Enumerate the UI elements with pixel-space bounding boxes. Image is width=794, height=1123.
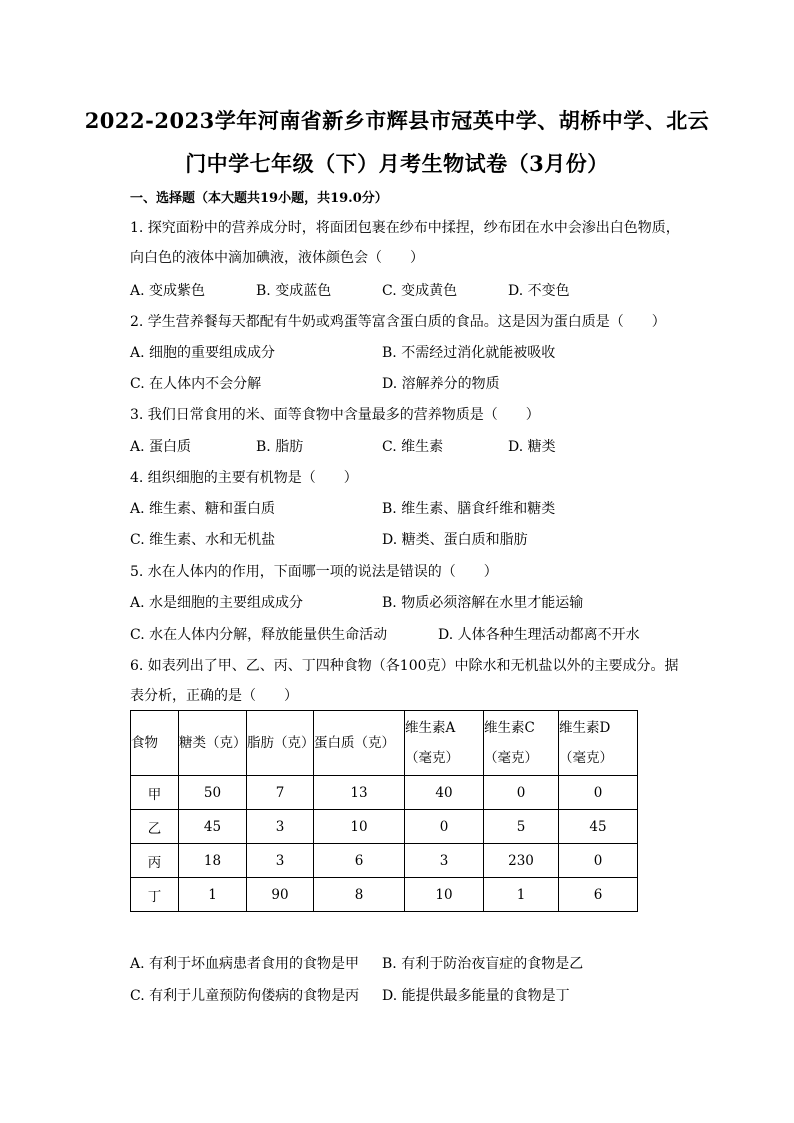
table-row [131,810,638,844]
q2-option-c: C. 在人体内不会分解 [130,376,262,392]
table-cell: 甲 [131,776,179,810]
q1-option-c: C. 变成黄色 [382,283,458,299]
header-cell: 维生素C （毫克） [484,711,559,776]
q4-option-c: C. 维生素、水和无机盐 [130,532,276,548]
q6-option-b: B. 有利于防治夜盲症的食物是乙 [382,956,584,972]
table-cell: 45 [559,810,638,844]
table-cell: 丁 [131,878,179,912]
table-cell: 230 [484,844,559,878]
question-6-stem: 6. 如表列出了甲、乙、丙、丁四种食物（各100克）中除水和无机盐以外的主要成分。据 [130,658,679,674]
q1-option-b: B. 变成蓝色 [256,283,332,299]
q5-option-d: D. 人体各种生理活动都离不开水 [438,627,640,643]
table-cell: 5 [484,810,559,844]
table-cell: 3 [247,810,314,844]
question-1-stem: 1. 探究面粉中的营养成分时，将面团包裹在纱布中揉捏，纱布团在水中会渗出白色物质， [130,220,680,236]
q6-option-d: D. 能提供最多能量的食物是丁 [382,988,570,1004]
q2-option-a: A. 细胞的重要组成成分 [130,345,276,361]
table-cell: 丙 [131,844,179,878]
question-2-stem: 2. 学生营养餐每天都配有牛奶或鸡蛋等富含蛋白质的食品。这是因为蛋白质是（ ） [130,314,666,330]
table-row [131,844,638,878]
question-1-stem-cont: 向白色的液体中滴加碘液，液体颜色会（ ） [130,250,424,266]
q3-option-c: C. 维生素 [382,439,444,455]
q2-option-d: D. 溶解养分的物质 [382,376,500,392]
q5-option-c: C. 水在人体内分解，释放能量供生命活动 [130,627,388,643]
q3-option-b: B. 脂肪 [256,439,304,455]
table-cell: 0 [405,810,484,844]
table-row [131,878,638,912]
q6-option-a: A. 有利于坏血病患者食用的食物是甲 [130,956,360,972]
section-heading: 一、选择题（本大题共19小题，共19.0分） [130,191,388,206]
table-cell: 10 [405,878,484,912]
table-cell: 13 [314,776,405,810]
q4-option-d: D. 糖类、蛋白质和脂肪 [382,532,528,548]
table-cell: 乙 [131,810,179,844]
exam-title-line2: 门中学七年级（下）月考生物试卷（3月份） [185,151,609,176]
q1-option-d: D. 不变色 [508,283,570,299]
q5-option-b: B. 物质必须溶解在水里才能运输 [382,595,584,611]
question-4-stem: 4. 组织细胞的主要有机物是（ ） [130,470,358,486]
q4-option-b: B. 维生素、膳食纤维和糖类 [382,501,556,517]
table-cell: 7 [247,776,314,810]
header-cell: 蛋白质（克） [314,711,405,776]
header-cell: 糖类（克） [179,711,247,776]
table-cell: 40 [405,776,484,810]
table-cell: 0 [559,844,638,878]
q4-option-a: A. 维生素、糖和蛋白质 [130,501,276,517]
table-header-row [131,711,638,776]
q3-option-a: A. 蛋白质 [130,439,192,455]
table-cell: 8 [314,878,405,912]
question-5-stem: 5. 水在人体内的作用，下面哪一项的说法是错误的（ ） [130,564,498,580]
table-cell: 1 [484,878,559,912]
header-cell: 维生素D （毫克） [559,711,638,776]
q2-option-b: B. 不需经过消化就能被吸收 [382,345,556,361]
table-cell: 90 [247,878,314,912]
table-cell: 3 [247,844,314,878]
header-cell: 食物 [131,711,179,776]
table-cell: 6 [559,878,638,912]
table-row [131,776,638,810]
table-cell: 0 [484,776,559,810]
header-cell: 维生素A （毫克） [405,711,484,776]
table-cell: 0 [559,776,638,810]
table-cell: 45 [179,810,247,844]
table-cell: 3 [405,844,484,878]
q5-option-a: A. 水是细胞的主要组成成分 [130,595,304,611]
header-cell: 脂肪（克） [247,711,314,776]
exam-title-line1: 2022-2023学年河南省新乡市辉县市冠英中学、胡桥中学、北云 [84,108,710,133]
table-cell: 1 [179,878,247,912]
q1-option-a: A. 变成紫色 [130,283,206,299]
q6-option-c: C. 有利于儿童预防佝偻病的食物是丙 [130,988,360,1004]
table-cell: 50 [179,776,247,810]
table-cell: 18 [179,844,247,878]
question-6-stem-cont: 表分析，正确的是（ ） [130,688,298,704]
question-3-stem: 3. 我们日常食用的米、面等食物中含量最多的营养物质是（ ） [130,407,540,423]
q3-option-d: D. 糖类 [508,439,556,455]
food-nutrient-table [130,710,638,912]
table-cell: 6 [314,844,405,878]
table-cell: 10 [314,810,405,844]
